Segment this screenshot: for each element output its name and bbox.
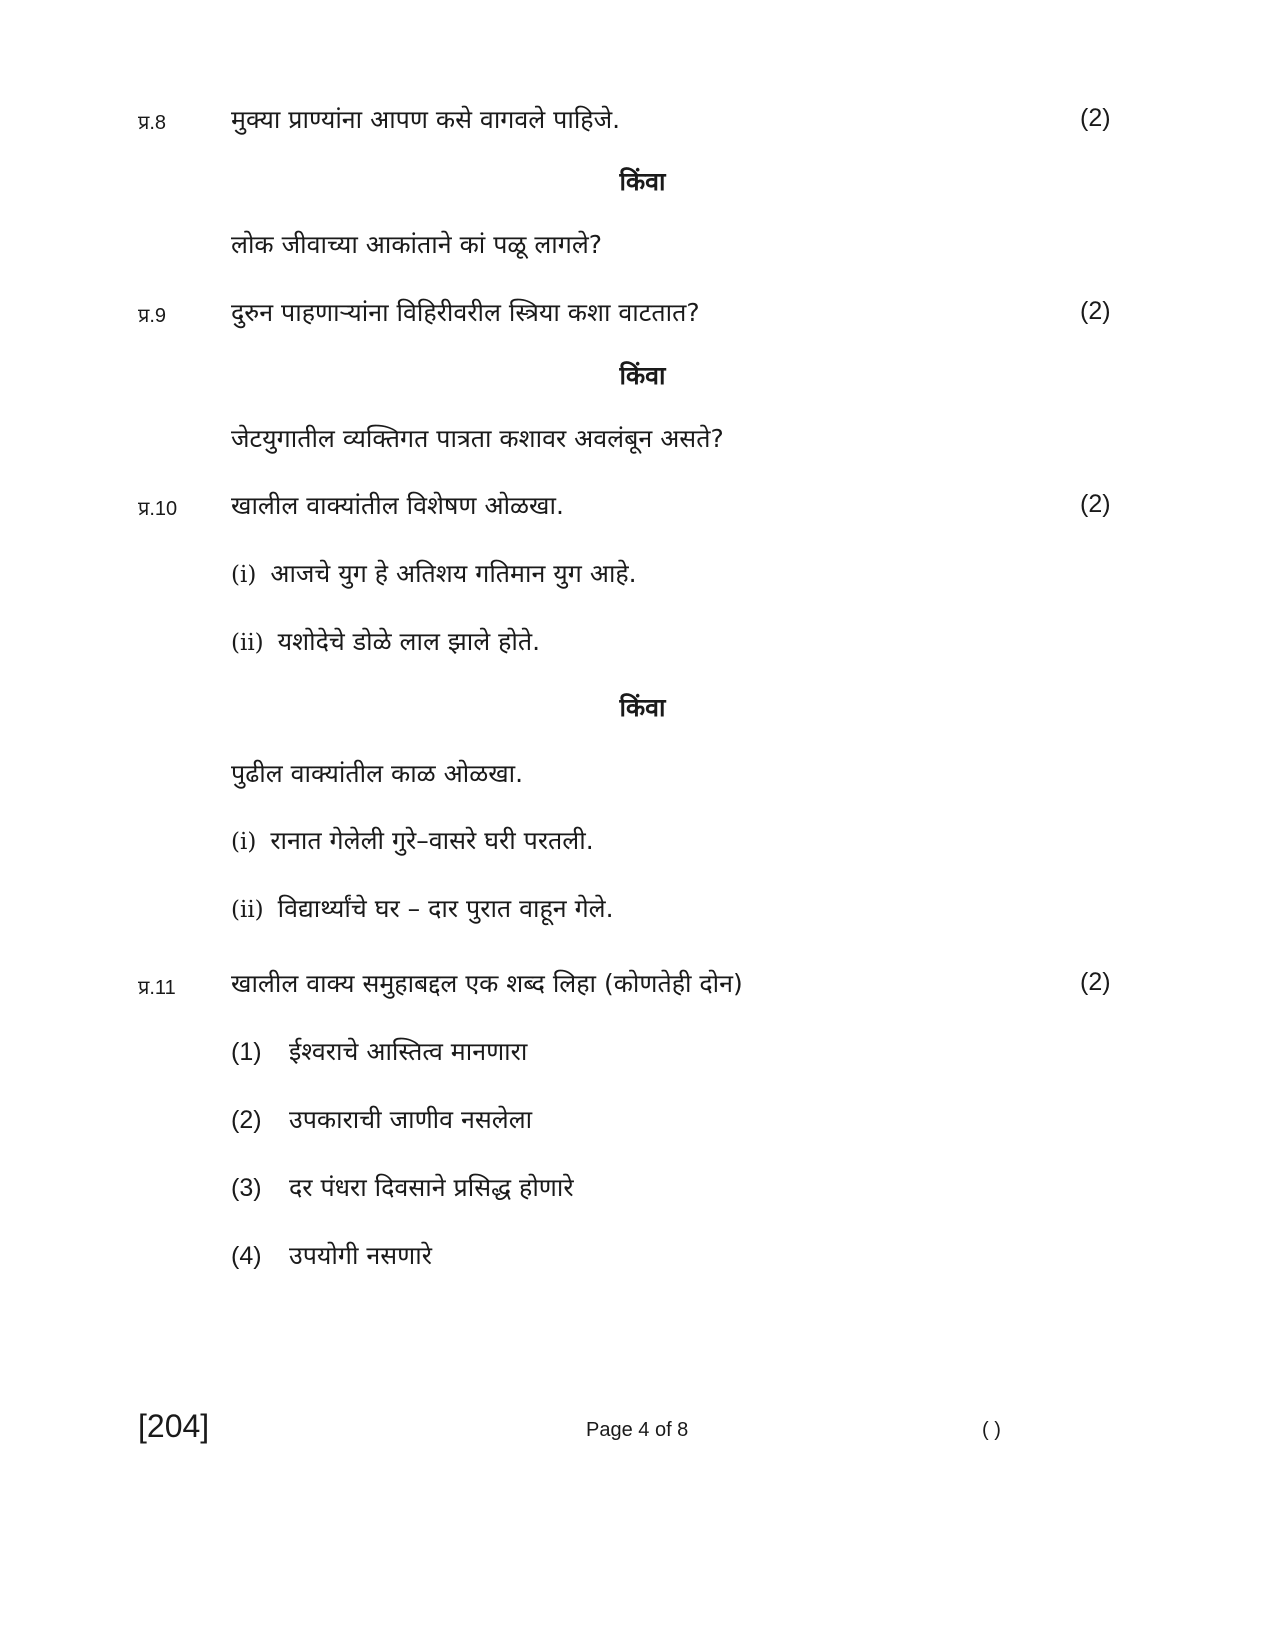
question-11-item: [231, 1170, 574, 1204]
question-10-alt-item: [231, 823, 594, 857]
item-text: आजचे युग हे अतिशय गतिमान युग आहे.: [270, 559, 637, 588]
question-10-item: [231, 624, 540, 658]
item-label: (i): [231, 562, 257, 588]
item-text: ईश्वराचे आस्तित्व मानणारा: [289, 1037, 528, 1066]
question-10-alt-item: [231, 891, 614, 925]
item-label: (4): [231, 1242, 262, 1270]
paper-code: [204]: [138, 1408, 210, 1444]
question-9-marks: (2): [1080, 297, 1111, 325]
item-text: दर पंधरा दिवसाने प्रसिद्ध होणारे: [289, 1173, 574, 1202]
item-label: (2): [231, 1106, 262, 1134]
question-11-marks: (2): [1080, 968, 1111, 996]
item-label: (ii): [231, 897, 264, 923]
question-8-alternative: लोक जीवाच्या आकांताने कां पळू लागले?: [231, 230, 603, 259]
question-10-alternative: पुढील वाक्यांतील काळ ओळखा.: [231, 759, 524, 788]
question-10-or-label: किंवा: [619, 693, 666, 722]
question-10-text: खालील वाक्यांतील विशेषण ओळखा.: [231, 491, 564, 520]
item-text: विद्यार्थ्यांचे घर – दार पुरात वाहून गेले.: [277, 894, 614, 923]
question-8-marks: (2): [1080, 104, 1111, 132]
item-text: उपकाराची जाणीव नसलेला: [289, 1105, 533, 1134]
question-11-item: [231, 1238, 432, 1272]
question-11-text: खालील वाक्य समुहाबद्दल एक शब्द लिहा (कोणतेही दोन): [231, 969, 743, 998]
question-11-item: [231, 1034, 527, 1068]
question-9-or-label: किंवा: [619, 361, 666, 390]
question-9-alternative: जेटयुगातील व्यक्तिगत पात्रता कशावर अवलंबून असते?: [231, 424, 724, 453]
item-text: उपयोगी नसणारे: [289, 1241, 432, 1270]
question-10-marks: (2): [1080, 490, 1111, 518]
question-10-number: प्र.10: [138, 498, 178, 520]
question-9-text: दुरुन पाहणाऱ्यांना विहिरीवरील स्त्रिया कशा वाटतात?: [231, 298, 700, 327]
question-11-number: प्र.11: [138, 977, 176, 999]
item-text: रानात गेलेली गुरे–वासरे घरी परतली.: [270, 826, 594, 855]
item-text: यशोदेचे डोळे लाल झाले होते.: [277, 627, 541, 656]
item-label: (ii): [231, 630, 264, 656]
page-number: Page 4 of 8: [586, 1419, 689, 1441]
question-10-item: [231, 556, 637, 590]
item-label: (3): [231, 1174, 262, 1202]
question-9-number: प्र.9: [138, 305, 167, 327]
footer-parentheses: ( ): [982, 1419, 1001, 1441]
question-8-text: मुक्या प्राण्यांना आपण कसे वागवले पाहिजे.: [231, 105, 621, 134]
item-label: (1): [231, 1038, 262, 1066]
question-8-number: प्र.8: [138, 112, 167, 134]
item-label: (i): [231, 829, 257, 855]
question-11-item: [231, 1102, 532, 1136]
question-8-or-label: किंवा: [619, 167, 666, 196]
